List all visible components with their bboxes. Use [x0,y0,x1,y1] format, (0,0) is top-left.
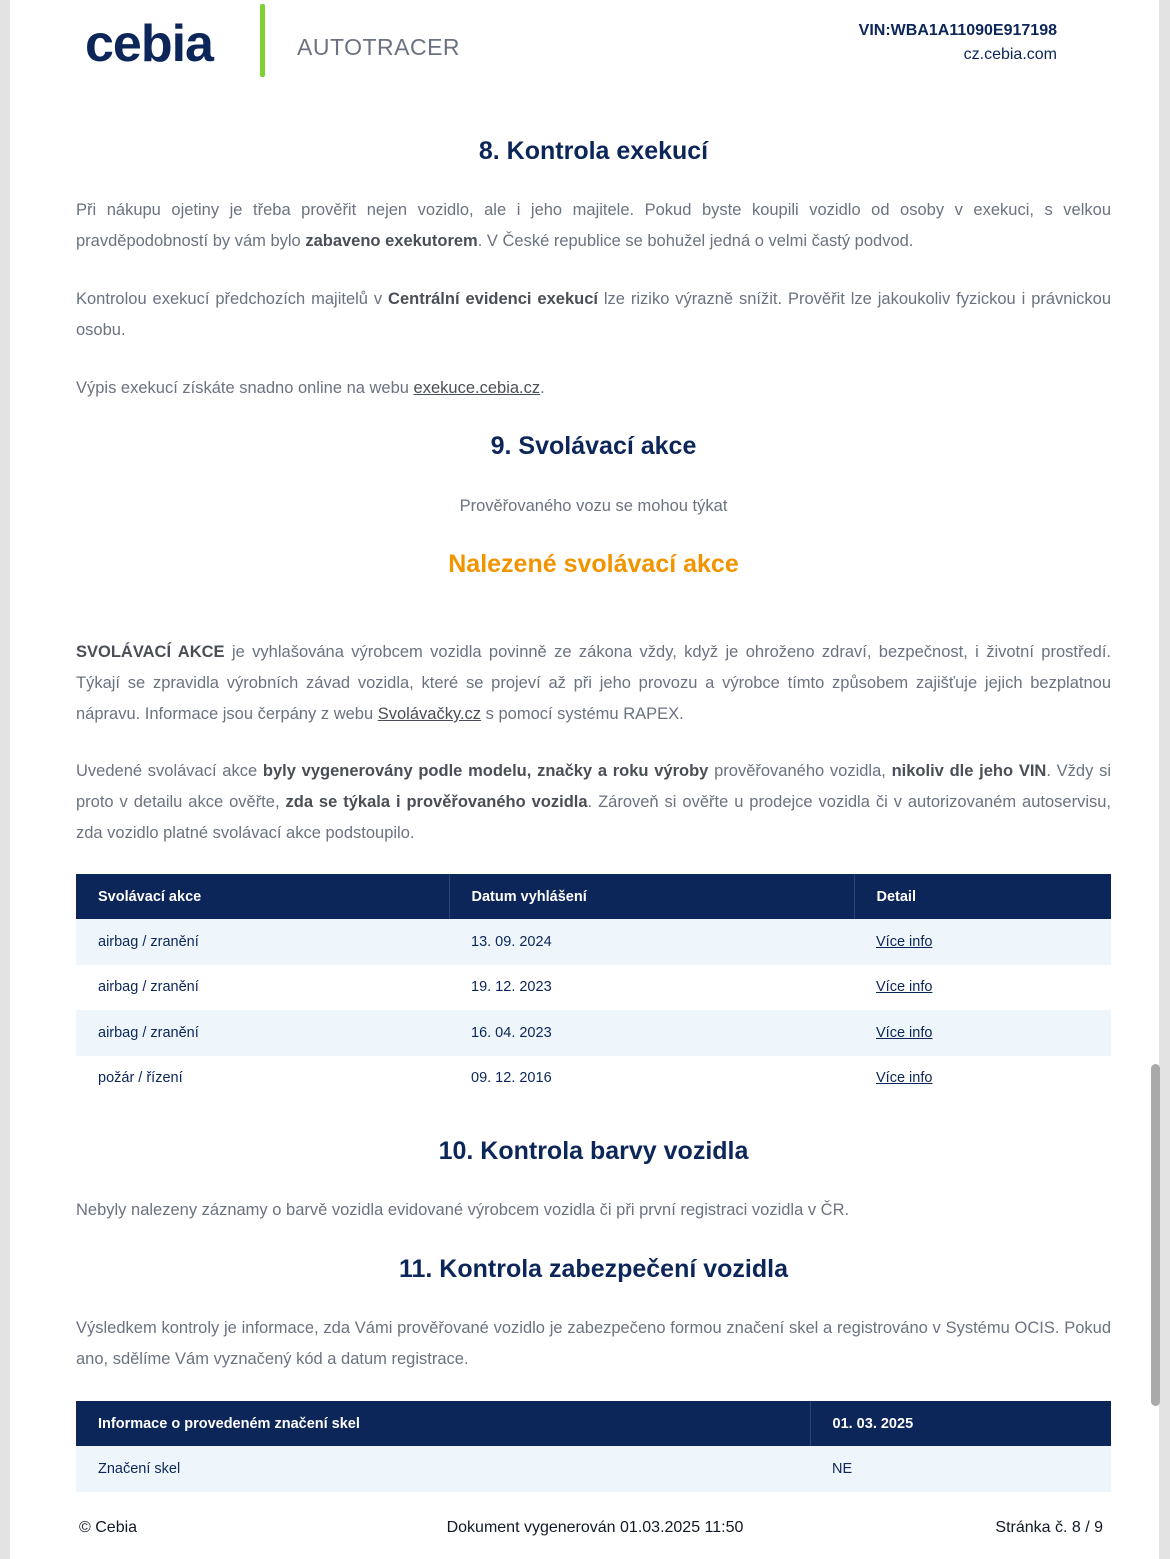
section-8-paragraph-2: Kontrolou exekucí předchozích majitelů v Centrální evidenci exekucí lze riziko výrazně snížit. Prověřit lze jakoukoliv fyzickou i právnickou osobu. [76,290,1111,339]
recall-type: požár / řízení [76,1056,449,1102]
more-info-link[interactable]: Více info [876,1024,933,1041]
product-name: AUTOTRACER [297,34,461,60]
recall-date: 19. 12. 2023 [449,965,854,1011]
footer-generated: Dokument vygenerován 01.03.2025 11:50 [446,1519,744,1536]
table-row [76,1056,1111,1102]
recalls-table [76,874,1111,1101]
recall-type: airbag / zranění [76,1010,449,1056]
logo-divider [260,4,265,77]
recall-date: 09. 12. 2016 [449,1056,854,1102]
site-url: cz.cebia.com [963,46,1057,63]
table-header: Informace o provedeném značení skel [76,1401,810,1446]
table-row [76,1010,1111,1056]
section-10-title: 10. Kontrola barvy vozidla [438,1137,749,1165]
more-info-link[interactable]: Více info [876,1070,933,1087]
section-9-paragraph-2: Uvedené svolávací akce byly vygenerovány podle modelu, značky a roku výroby prověřovaného vozidla, nikoliv dle jeho VIN. Vždy si proto v detailu akce ověřte, zda se týkala i prověřovaného vozidla. Zároveň si ověřte u prodejce vozidla či v autorizovaném autoservisu, zda vozidlo platné svolávací akce podstoupilo. [76,762,1112,842]
table-header: Svolávací akce [76,874,449,919]
glass-marking-value: NE [810,1446,1111,1492]
footer-page-number: Stránka č. 8 / 9 [995,1519,1103,1536]
section-9-paragraph-1: SVOLÁVACÍ AKCE je vyhlašována výrobcem vozidla povinně ze zákona vždy, když je ohroženo zdraví, bezpečnost, i životní prostředí. Týkají se zpravidla výrobních závad vozidla, které se projeví až při jeho provozu a výrobce tímto způsobem zajišťuje jejich bezplatnou nápravu. Informace jsou čerpány z webu Svolávačky.cz s pomocí systému RAPEX. [76,643,1111,723]
more-info-link[interactable]: Více info [876,979,933,996]
table-row [76,1446,1111,1492]
section-8-paragraph-3: Výpis exekucí získáte snadno online na webu exekuce.cebia.cz. [76,379,545,397]
table-row [76,919,1111,965]
section-8-title: 8. Kontrola exekucí [478,137,709,165]
recall-type: airbag / zranění [76,919,449,965]
section-8-paragraph-1: Při nákupu ojetiny je třeba prověřit nejen vozidlo, ale i jeho majitele. Pokud byste koupili vozidlo od osoby v exekuci, s velkou pravděpodobností by vám bylo zabaveno exekutorem. V České republice se bohužel jedná o velmi častý podvod. [76,201,1111,250]
table-row [76,965,1111,1011]
more-info-link[interactable]: Více info [876,933,933,950]
recall-type: airbag / zranění [76,965,449,1011]
section-9-subtitle: Prověřovaného vozu se mohou týkat [459,497,728,515]
document-page [10,0,1159,1559]
section-11-text: Výsledkem kontroly je informace, zda Vámi prověřované vozidlo je zabezpečeno formou značení skel a registrováno v Systému OCIS. Pokud ano, sdělíme Vám vyznačený kód a datum registrace. [76,1319,1111,1368]
found-recalls-heading: Nalezené svolávací akce [448,550,739,578]
table-header: Datum vyhlášení [449,874,854,919]
table-header: Detail [854,874,1111,919]
section-9-title: 9. Svolávací akce [490,432,697,460]
recall-date: 13. 09. 2024 [449,919,854,965]
glass-marking-label: Značení skel [76,1446,810,1492]
table-header-row [76,1401,1111,1446]
footer-copyright: © Cebia [79,1519,138,1536]
section-11-title: 11. Kontrola zabezpečení vozidla [398,1255,788,1283]
table-header-row [76,874,1111,919]
glass-marking-table [76,1401,1111,1492]
scrollbar-thumb[interactable] [1151,1064,1160,1406]
svolavacky-link[interactable]: Svolávačky.cz [377,705,482,723]
table-header: 01. 03. 2025 [810,1401,1111,1446]
recall-date: 16. 04. 2023 [449,1010,854,1056]
vin-label: VIN:WBA1A11090E917198 [858,22,1057,39]
section-10-text: Nebyly nalezeny záznamy o barvě vozidla evidované výrobcem vozidla či při první registraci vozidla v ČR. [76,1201,850,1219]
exekuce-link[interactable]: exekuce.cebia.cz [413,379,541,397]
cebia-logo: cebia [85,15,213,73]
